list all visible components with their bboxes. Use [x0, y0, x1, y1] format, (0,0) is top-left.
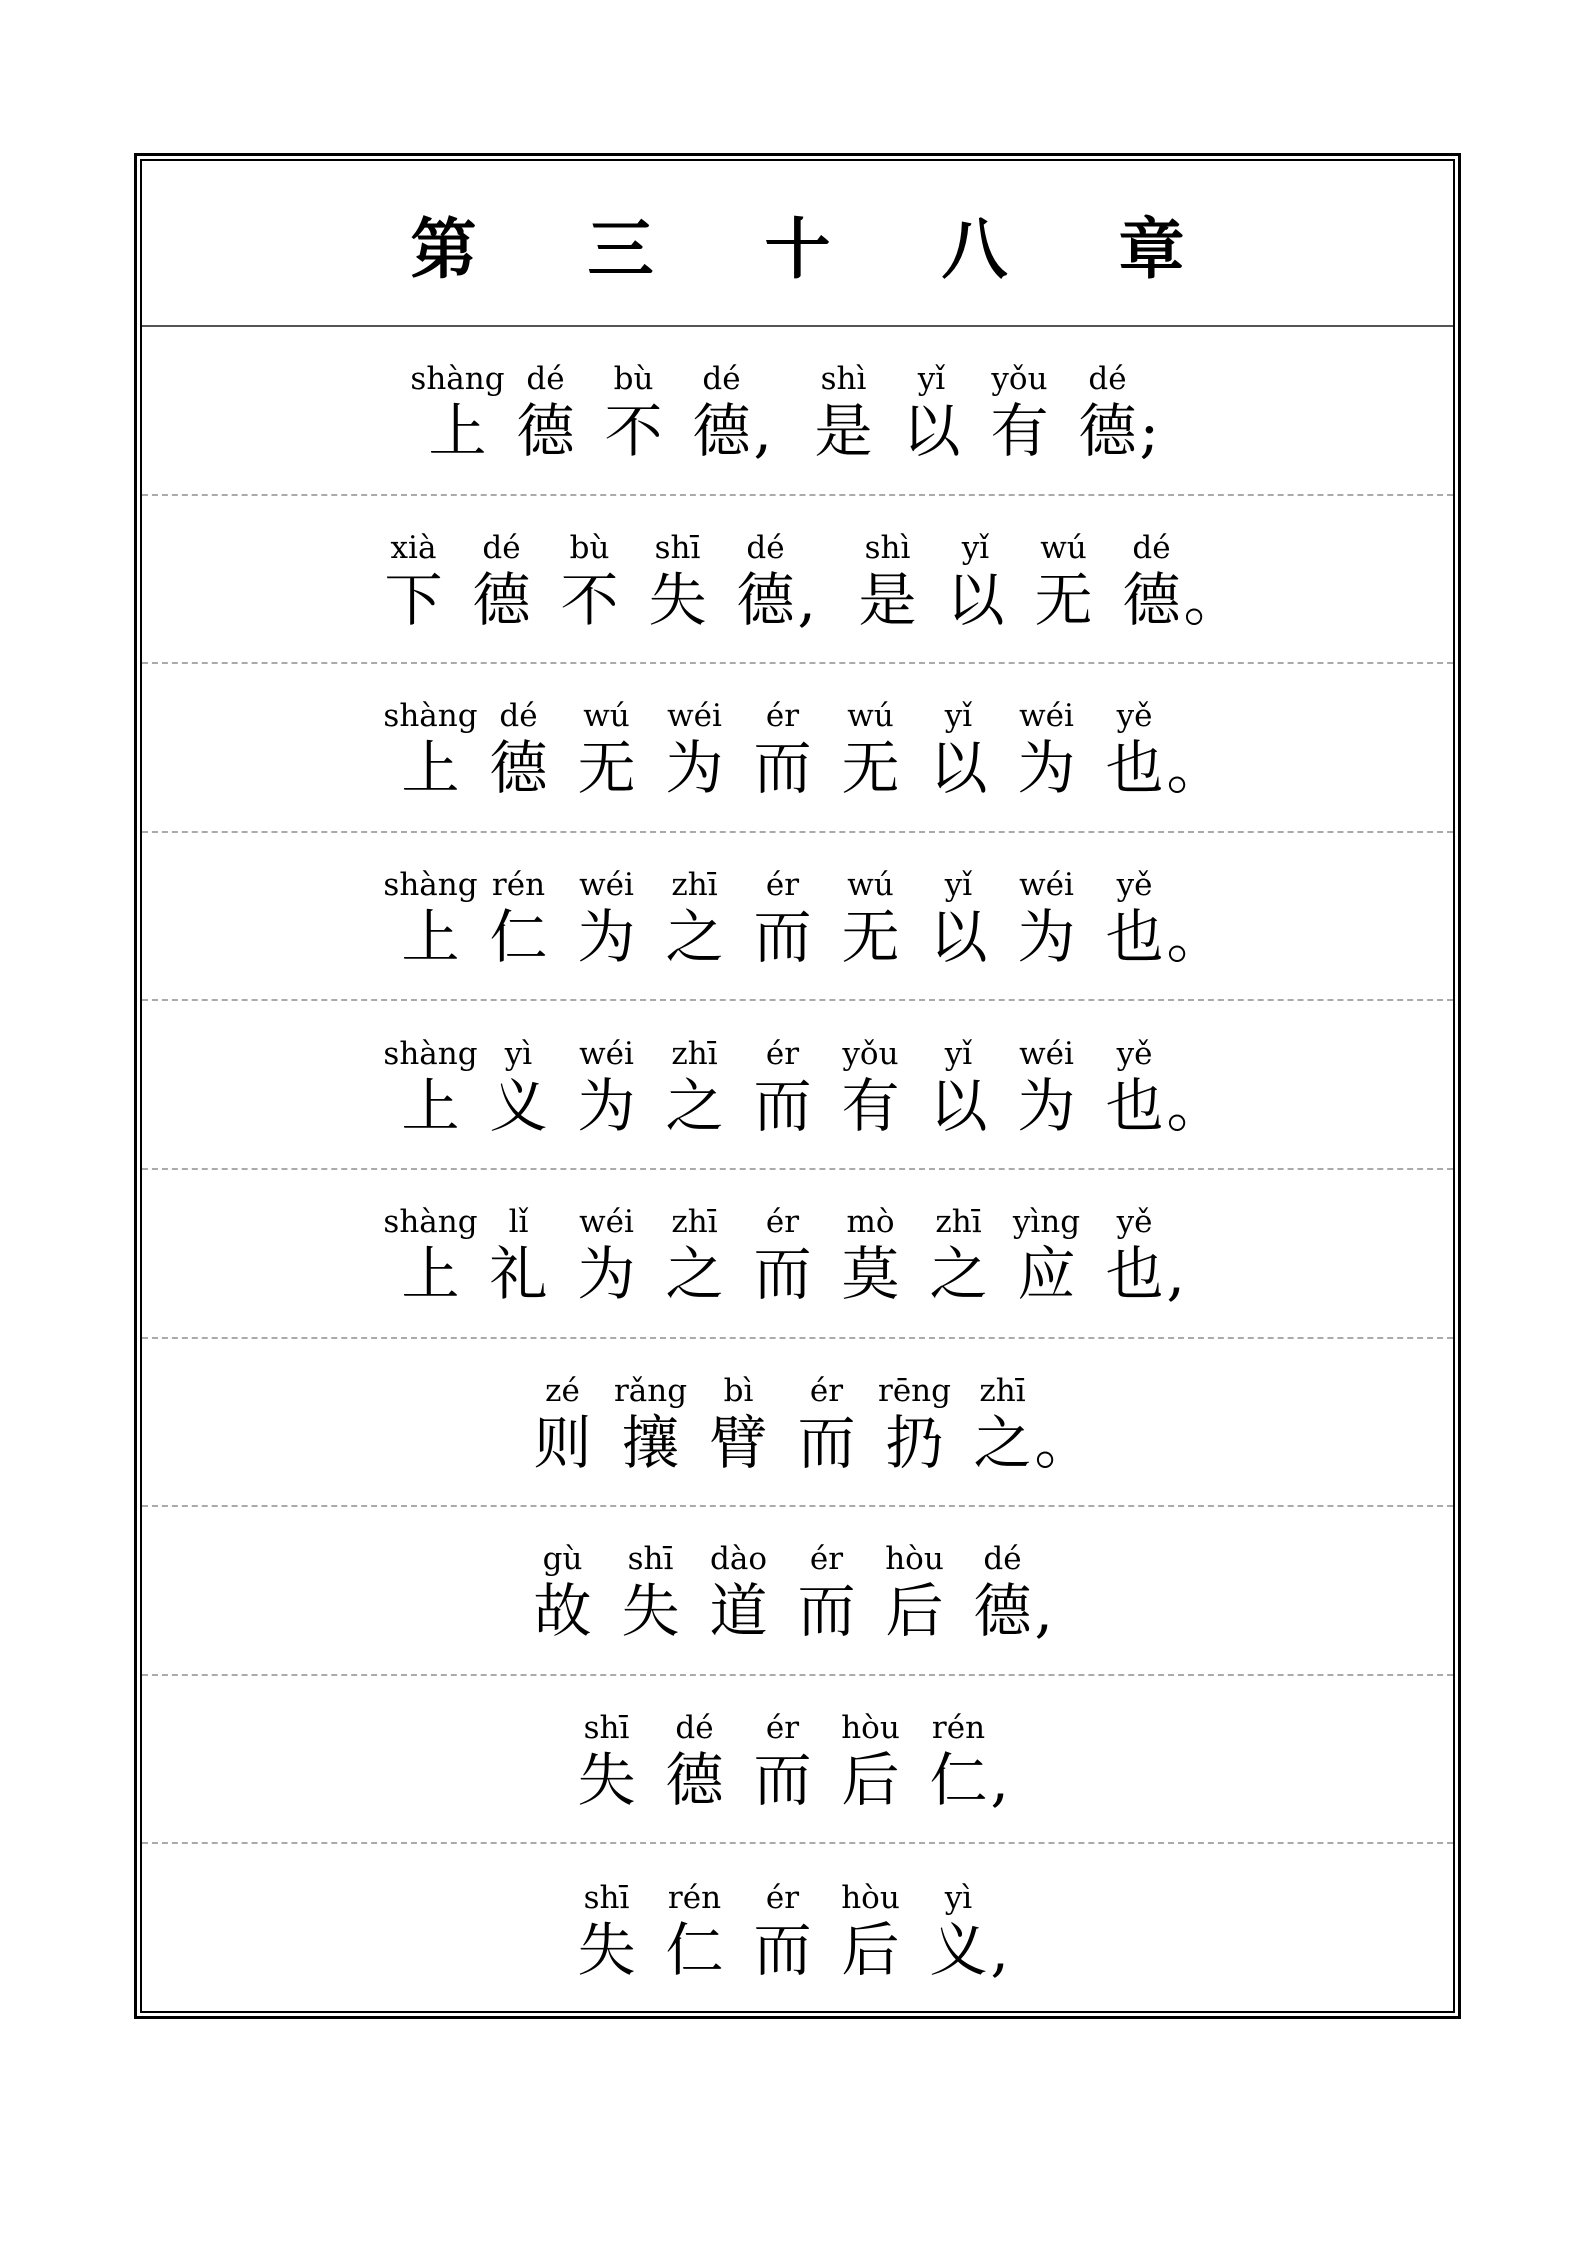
char-cell: [1003, 1035, 1091, 1139]
punctuation: ,: [990, 1915, 1009, 1984]
char-cell: [1091, 697, 1179, 801]
hanzi: 仁: [489, 903, 548, 972]
punctuation: 。: [1166, 1071, 1225, 1140]
punctuation: ,: [990, 1746, 1009, 1815]
hanzi: 为: [577, 903, 636, 972]
hanzi: 以: [929, 903, 988, 972]
text-line: [142, 664, 1453, 833]
pinyin: rēng: [878, 1372, 951, 1409]
hanzi: 德: [665, 1746, 724, 1815]
pinyin: zhī: [671, 867, 718, 904]
pinyin: hòu: [841, 1879, 900, 1916]
hanzi: 而: [753, 1915, 812, 1984]
pinyin: shàng: [383, 1204, 478, 1241]
pinyin: zhī: [671, 1035, 718, 1072]
pinyin: ér: [809, 1541, 844, 1578]
char-cell: [959, 1372, 1047, 1476]
char-cell: [827, 697, 915, 801]
hanzi: 之: [665, 1240, 724, 1309]
pinyin: rén: [491, 867, 546, 904]
char-cell: [739, 866, 827, 970]
pinyin: yì: [944, 1879, 973, 1916]
punct-cell: [1034, 1372, 1093, 1477]
pinyin: ér: [765, 867, 800, 904]
pinyin: yì: [504, 1035, 533, 1072]
hanzi: 有: [841, 1071, 900, 1140]
hanzi: 也: [1105, 734, 1164, 803]
hanzi: 臂: [709, 1408, 768, 1477]
hanzi: 后: [885, 1577, 944, 1646]
hanzi: 后: [841, 1746, 900, 1815]
hanzi: 无: [841, 903, 900, 972]
char-cell: [651, 697, 739, 801]
pinyin: rén: [667, 1879, 722, 1916]
text-line: [142, 1676, 1453, 1845]
pinyin: yǒu: [842, 1035, 899, 1072]
hanzi: 为: [665, 734, 724, 803]
hanzi: 不: [560, 565, 619, 634]
pinyin: dé: [499, 698, 538, 735]
char-cell: [739, 1879, 827, 1983]
hanzi: 以: [929, 1071, 988, 1140]
hanzi: 为: [577, 1071, 636, 1140]
char-cell: [844, 529, 932, 633]
hanzi: 失: [648, 565, 707, 634]
text-line: [142, 1507, 1453, 1676]
char-cell: [871, 1540, 959, 1644]
char-cell: [959, 1540, 1047, 1644]
char-cell: [1108, 529, 1196, 633]
char-cell: [783, 1372, 871, 1476]
hanzi: 故: [533, 1577, 592, 1646]
punct-cell: [990, 1709, 1033, 1815]
hanzi: 为: [577, 1240, 636, 1309]
pinyin: yìng: [1012, 1204, 1081, 1241]
pinyin: dé: [675, 1710, 714, 1747]
punctuation: 。: [1166, 734, 1225, 803]
hanzi: 是: [858, 565, 917, 634]
hanzi: 德: [472, 565, 531, 634]
char-cell: [915, 1879, 1003, 1983]
pinyin: shàng: [383, 867, 478, 904]
char-cell: [563, 1203, 651, 1307]
pinyin: hòu: [841, 1710, 900, 1747]
pinyin: dé: [746, 529, 785, 566]
char-cell: [546, 529, 634, 633]
pinyin: shì: [864, 529, 911, 566]
hanzi: 德: [973, 1577, 1032, 1646]
char-cell: [651, 1035, 739, 1139]
char-cell: [1003, 866, 1091, 970]
char-cell: [1020, 529, 1108, 633]
char-cell: [1003, 1203, 1091, 1307]
char-cell: [678, 360, 766, 464]
hanzi: 攘: [621, 1408, 680, 1477]
hanzi: 也: [1105, 1071, 1164, 1140]
hanzi: 为: [1017, 903, 1076, 972]
char-cell: [871, 1372, 959, 1476]
hanzi: 失: [621, 1577, 680, 1646]
hanzi: 有: [990, 397, 1049, 466]
pinyin: rǎng: [613, 1372, 688, 1409]
pinyin: ér: [765, 1710, 800, 1747]
hanzi: 上: [401, 1240, 460, 1309]
char-cell: [563, 1709, 651, 1813]
pinyin: rén: [931, 1710, 986, 1747]
char-cell: [915, 866, 1003, 970]
pinyin: shī: [654, 529, 701, 566]
hanzi: 上: [428, 397, 487, 466]
hanzi: 以: [902, 397, 961, 466]
punctuation: 。: [1034, 1408, 1093, 1477]
punct-cell: [1139, 360, 1182, 466]
char-cell: [827, 1035, 915, 1139]
hanzi: 以: [946, 565, 1005, 634]
char-cell: [1091, 1203, 1179, 1307]
char-cell: [915, 697, 1003, 801]
title-cell: [142, 161, 1453, 327]
pinyin: dào: [710, 1541, 767, 1578]
text-line: [142, 1339, 1453, 1508]
hanzi: 是: [814, 397, 873, 466]
char-cell: [370, 529, 458, 633]
pinyin: yě: [1116, 1035, 1153, 1072]
punct-cell: [1166, 1035, 1225, 1140]
pinyin: wéi: [579, 1035, 634, 1072]
text-line: [142, 327, 1453, 496]
pinyin: gù: [542, 1541, 583, 1578]
char-cell: [651, 866, 739, 970]
char-cell: [915, 1035, 1003, 1139]
hanzi: 德: [1078, 397, 1137, 466]
char-cell: [739, 1709, 827, 1813]
pinyin: wéi: [1019, 698, 1074, 735]
pinyin: wú: [583, 698, 630, 735]
hanzi: 礼: [489, 1240, 548, 1309]
char-cell: [383, 1035, 478, 1140]
hanzi: 德: [1122, 565, 1181, 634]
hanzi: 仁: [665, 1915, 724, 1984]
text-lines: [142, 327, 1453, 2013]
punct-cell: [1183, 529, 1242, 634]
char-cell: [563, 1035, 651, 1139]
char-cell: [410, 360, 505, 466]
char-cell: [827, 1203, 915, 1307]
char-cell: [827, 866, 915, 970]
punct-cell: [990, 1879, 1033, 1984]
pinyin: wéi: [1019, 1035, 1074, 1072]
pinyin: wéi: [579, 1204, 634, 1241]
hanzi: 不: [604, 397, 663, 466]
hanzi: 而: [797, 1408, 856, 1477]
hanzi: 也: [1105, 1240, 1164, 1309]
pinyin: wú: [847, 698, 894, 735]
hanzi: 失: [577, 1746, 636, 1815]
punct-cell: [1166, 1203, 1209, 1309]
pinyin: wéi: [1019, 867, 1074, 904]
char-cell: [915, 1709, 1003, 1813]
hanzi: 德: [736, 565, 795, 634]
char-cell: [383, 1203, 478, 1309]
hanzi: 之: [929, 1240, 988, 1309]
punct-cell: [1166, 697, 1225, 803]
char-cell: [475, 697, 563, 801]
hanzi: 而: [753, 734, 812, 803]
hanzi: 上: [401, 734, 460, 803]
pinyin: dé: [702, 361, 741, 398]
char-cell: [383, 697, 478, 803]
char-cell: [607, 1540, 695, 1644]
pinyin: xià: [390, 529, 437, 566]
char-cell: [722, 529, 810, 633]
char-cell: [590, 360, 678, 464]
pinyin: shì: [820, 361, 867, 398]
hanzi: 之: [973, 1408, 1032, 1477]
char-cell: [827, 1879, 915, 1983]
text-line: [142, 1170, 1453, 1339]
hanzi: 而: [753, 1746, 812, 1815]
pinyin: wú: [1040, 529, 1087, 566]
char-cell: [932, 529, 1020, 633]
text-line: [142, 1844, 1453, 2013]
hanzi: 后: [841, 1915, 900, 1984]
char-cell: [563, 1879, 651, 1983]
pinyin: yě: [1116, 1204, 1153, 1241]
pinyin: dé: [1132, 529, 1171, 566]
hanzi: 而: [753, 1240, 812, 1309]
pinyin: dé: [482, 529, 521, 566]
pinyin: ér: [765, 1204, 800, 1241]
hanzi: 义: [929, 1915, 988, 1984]
hanzi: 而: [753, 1071, 812, 1140]
hanzi: 无: [841, 734, 900, 803]
pinyin: zhī: [979, 1372, 1026, 1409]
hanzi: 仁: [929, 1746, 988, 1815]
hanzi: 而: [797, 1577, 856, 1646]
punctuation: ,: [753, 397, 772, 466]
pinyin: ér: [765, 1879, 800, 1916]
pinyin: bì: [723, 1372, 754, 1409]
char-cell: [634, 529, 722, 633]
char-cell: [502, 360, 590, 464]
hanzi: 为: [1017, 1071, 1076, 1140]
hanzi: 则: [533, 1408, 592, 1477]
pinyin: wú: [847, 867, 894, 904]
punctuation: ,: [1166, 1240, 1185, 1309]
hanzi: 以: [929, 734, 988, 803]
punct-cell: [753, 360, 796, 466]
hanzi: 德: [489, 734, 548, 803]
pinyin: yǐ: [917, 361, 946, 398]
chapter-title: 第 三 十 八 章: [410, 209, 1229, 288]
pinyin: yǐ: [961, 529, 990, 566]
char-cell: [1091, 866, 1179, 970]
pinyin: yǒu: [991, 361, 1048, 398]
char-cell: [651, 1709, 739, 1813]
char-cell: [800, 360, 888, 464]
char-cell: [1064, 360, 1152, 464]
char-cell: [563, 697, 651, 801]
hanzi: 而: [753, 903, 812, 972]
char-cell: [458, 529, 546, 633]
pinyin: ér: [765, 1035, 800, 1072]
hanzi: 下: [384, 565, 443, 634]
pinyin: shàng: [410, 361, 505, 398]
text-line: [142, 496, 1453, 665]
hanzi: 为: [1017, 734, 1076, 803]
text-line: [142, 1001, 1453, 1170]
punctuation: 。: [1183, 565, 1242, 634]
punct-cell: [1166, 866, 1225, 972]
pinyin: ér: [809, 1372, 844, 1409]
char-cell: [739, 1035, 827, 1139]
char-cell: [563, 866, 651, 970]
char-cell: [651, 1203, 739, 1307]
punctuation: ;: [1139, 397, 1160, 466]
pinyin: bù: [569, 529, 610, 566]
pinyin: dé: [1088, 361, 1127, 398]
punctuation: 。: [1166, 903, 1225, 972]
pinyin: ér: [765, 698, 800, 735]
text-line: [142, 833, 1453, 1002]
pinyin: wéi: [667, 698, 722, 735]
hanzi: 上: [401, 1071, 460, 1140]
hanzi: 德: [516, 397, 575, 466]
pinyin: bù: [613, 361, 654, 398]
hanzi: 之: [665, 903, 724, 972]
char-cell: [888, 360, 976, 464]
pinyin: dé: [526, 361, 565, 398]
pinyin: shàng: [383, 698, 478, 735]
char-cell: [475, 866, 563, 970]
char-cell: [739, 1203, 827, 1307]
char-cell: [475, 1203, 563, 1307]
pinyin: lǐ: [508, 1204, 529, 1241]
char-cell: [695, 1372, 783, 1476]
hanzi: 无: [577, 734, 636, 803]
hanzi: 义: [489, 1071, 548, 1140]
hanzi: 失: [577, 1915, 636, 1984]
pinyin: shī: [627, 1541, 674, 1578]
punct-cell: [797, 529, 840, 634]
hanzi: 扔: [885, 1408, 944, 1477]
pinyin: shī: [583, 1879, 630, 1916]
pinyin: dé: [983, 1541, 1022, 1578]
char-cell: [1091, 1035, 1179, 1139]
pinyin: zhī: [935, 1204, 982, 1241]
pinyin: hòu: [885, 1541, 944, 1578]
pinyin: yě: [1116, 698, 1153, 735]
char-cell: [519, 1372, 607, 1476]
pinyin: yǐ: [944, 867, 973, 904]
char-cell: [519, 1540, 607, 1644]
hanzi: 上: [401, 903, 460, 972]
char-cell: [607, 1372, 695, 1476]
char-cell: [915, 1203, 1003, 1307]
punctuation: ,: [1034, 1577, 1053, 1646]
pinyin: zhī: [671, 1204, 718, 1241]
char-cell: [1003, 697, 1091, 801]
pinyin: shàng: [383, 1035, 478, 1072]
pinyin: shī: [583, 1710, 630, 1747]
pinyin: yě: [1116, 867, 1153, 904]
pinyin: yǐ: [944, 698, 973, 735]
pinyin: zé: [545, 1372, 580, 1409]
hanzi: 之: [665, 1071, 724, 1140]
pinyin: wéi: [579, 867, 634, 904]
punct-cell: [1034, 1540, 1077, 1646]
punctuation: ,: [797, 565, 816, 634]
char-cell: [827, 1709, 915, 1813]
hanzi: 莫: [841, 1240, 900, 1309]
hanzi: 德: [692, 397, 751, 466]
char-cell: [739, 697, 827, 801]
char-cell: [976, 360, 1064, 464]
char-cell: [475, 1035, 563, 1139]
char-cell: [695, 1540, 783, 1644]
hanzi: 无: [1034, 565, 1093, 634]
hanzi: 应: [1017, 1240, 1076, 1309]
pinyin: mò: [846, 1204, 895, 1241]
hanzi: 也: [1105, 903, 1164, 972]
char-cell: [783, 1540, 871, 1644]
char-cell: [383, 866, 478, 972]
hanzi: 道: [709, 1577, 768, 1646]
pinyin: yǐ: [944, 1035, 973, 1072]
char-cell: [651, 1879, 739, 1983]
